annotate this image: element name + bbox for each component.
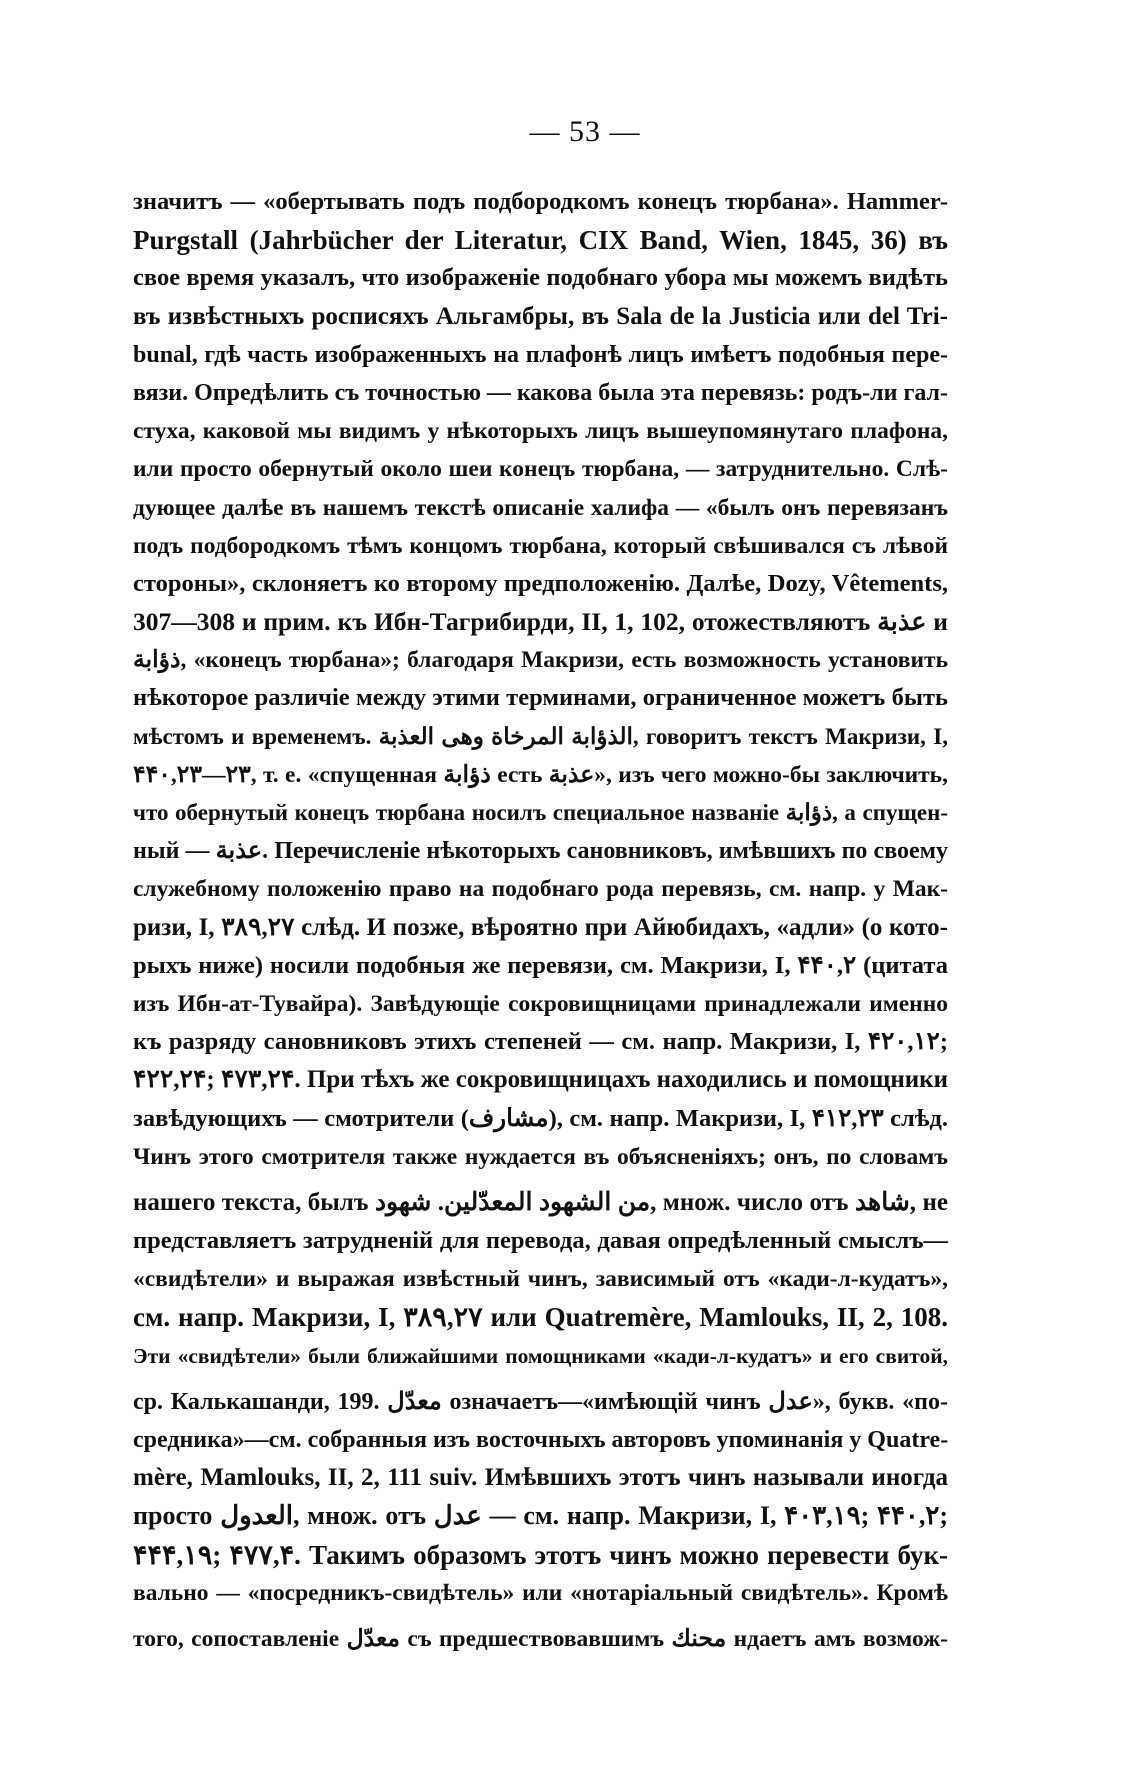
text-line: рыхъ ниже) носили подобныя же перевязи, см. Макризи, I, ۴۴۰,۲ (цитата (133, 951, 948, 979)
text-line: ذؤابة, «конецъ тюрбана»; благодаря Макризи, есть возможность установить (133, 647, 948, 674)
text-line: мѣстомъ и временемъ. الذؤابة المرخاة وهى العذبة, говоритъ текстъ Макризи, I, (133, 723, 948, 749)
text-line: въ извѣстныхъ росписяхъ Альгамбры, въ Sala de la Justicia или del Tri- (133, 302, 948, 330)
text-line: нѣкоторое различіе между этими терминами, ограниченное можетъ быть (133, 684, 948, 712)
text-line: ۴۴۰,۲۳—۲۳, т. е. «спущенная ذؤابة есть عذبة», изъ чего можно-бы заключить, (133, 761, 948, 788)
text-line: свое время указалъ, что изображеніе подобнаго убора мы можемъ видѣть (133, 264, 948, 292)
body-text (133, 183, 948, 1658)
page-number: — 53 — (529, 115, 641, 148)
text-line: вязи. Опредѣлить съ точностью — какова была эта перевязь: родъ-ли гал- (133, 379, 949, 406)
text-line: ризи, I, ۳۸۹,۲۷ слѣд. И позже, вѣроятно при Айюбидахъ, «адли» (о кото- (133, 913, 948, 941)
text-line: ۴۲۲,۲۴; ۴۷۳,۲۴. При тѣхъ же сокровищницахъ находились и помощники (133, 1066, 948, 1094)
text-line: къ разряду сановниковъ этихъ степеней — см. напр. Макризи, I, ۴۲۰,۱۲; (133, 1028, 948, 1056)
text-line: см. напр. Макризи, I, ۳۸۹,۲۷ или Quatremère, Mamlouks, II, 2, 108. (133, 1302, 948, 1333)
text-line: ۴۴۴,۱۹; ۴۷۷,۴. Такимъ образомъ этотъ чинъ можно перевести бук- (133, 1539, 948, 1570)
text-line: или просто обернутый около шеи конецъ тюрбана, — затруднительно. Слѣ- (133, 456, 948, 483)
text-line: Эти «свидѣтели» были ближайшими помощниками «кади-л-кудатъ» и его свитой, (133, 1343, 948, 1368)
text-line: средника»—см. собранныя изъ восточныхъ авторовъ упоминанія у Quatre- (133, 1427, 949, 1453)
text-line: стуха, каковой мы видимъ у нѣкоторыхъ лицъ вышеупомянутаго плафона, (133, 418, 948, 445)
text-line: завѣдующихъ — смотрители (مشارف), см. напр. Макризи, I, ۴۱۲,۲۳ слѣд. (133, 1104, 948, 1132)
text-line: вально — «посредникъ-свидѣтель» или «нотаріальный свидѣтель». Кромѣ (133, 1579, 948, 1606)
text-line: того, сопоставленіе معدّل съ предшествовавшимъ محنك ндаетъ амъ возмож- (133, 1625, 948, 1652)
text-line: что обернутый конецъ тюрбана носилъ специальное названіе ذؤابة, а спущен- (133, 800, 949, 825)
text-line: ср. Калькашанди, 199. معدّل означаетъ—«имѣющій чинъ عدل», букв. «по- (133, 1388, 948, 1415)
text-line: Чинъ этого смотрителя также нуждается въ объясненіяхъ; онъ, по словамъ (133, 1143, 948, 1170)
text-line: 307—308 и прим. къ Ибн-Тагрибирди, II, 1, 102, отожествляютъ عذبة и (133, 607, 948, 637)
text-line: mère, Mamlouks, II, 2, 111 suiv. Имѣвшихъ этотъ чинъ называли иногда (133, 1464, 948, 1492)
text-line: «свидѣтели» и выражая извѣстный чинъ, зависимый отъ «кади-л-кудатъ», (133, 1266, 948, 1293)
text-line: подъ подбородкомъ тѣмъ концомъ тюрбана, который свѣшивался съ лѣвой (133, 532, 948, 559)
text-line: изъ Ибн-ат-Тувайра). Завѣдующіе сокровищницами принадлежали именно (133, 990, 948, 1017)
text-line: представляетъ затрудненій для перевода, давая опредѣленный смыслъ— (133, 1227, 948, 1255)
text-line: стороны», склоняетъ ко второму предположенію. Далѣе, Dozy, Vêtements, (133, 569, 948, 597)
text-line: нашего текста, былъ من الشهود المعدّلين. شهود, множ. число отъ شاهد, не (133, 1188, 948, 1216)
text-line: дующее далѣе въ нашемъ текстѣ описаніе халифа — «былъ онъ перевязанъ (133, 494, 948, 521)
text-line: служебному положенію право на подобнаго рода перевязь, см. напр. у Мак- (133, 876, 948, 903)
text-line: просто العدول, множ. отъ عدل — см. напр. Макризи, I, ۴۰۳,۱۹; ۴۴۰,۲; (133, 1501, 949, 1531)
text-line: ный — عذبة. Перечисленіе нѣкоторыхъ сановниковъ, имѣвшихъ по своему (133, 838, 948, 865)
text-line: значитъ — «обертывать подъ подбородкомъ конецъ тюрбана». Hammer- (133, 188, 948, 215)
text-line: bunal, гдѣ часть изображенныхъ на плафонѣ лицъ имѣетъ подобныя пере- (133, 341, 948, 368)
text-line: Purgstall (Jahrbücher der Literatur, CIX Band, Wien, 1845, 36) въ (133, 225, 948, 256)
